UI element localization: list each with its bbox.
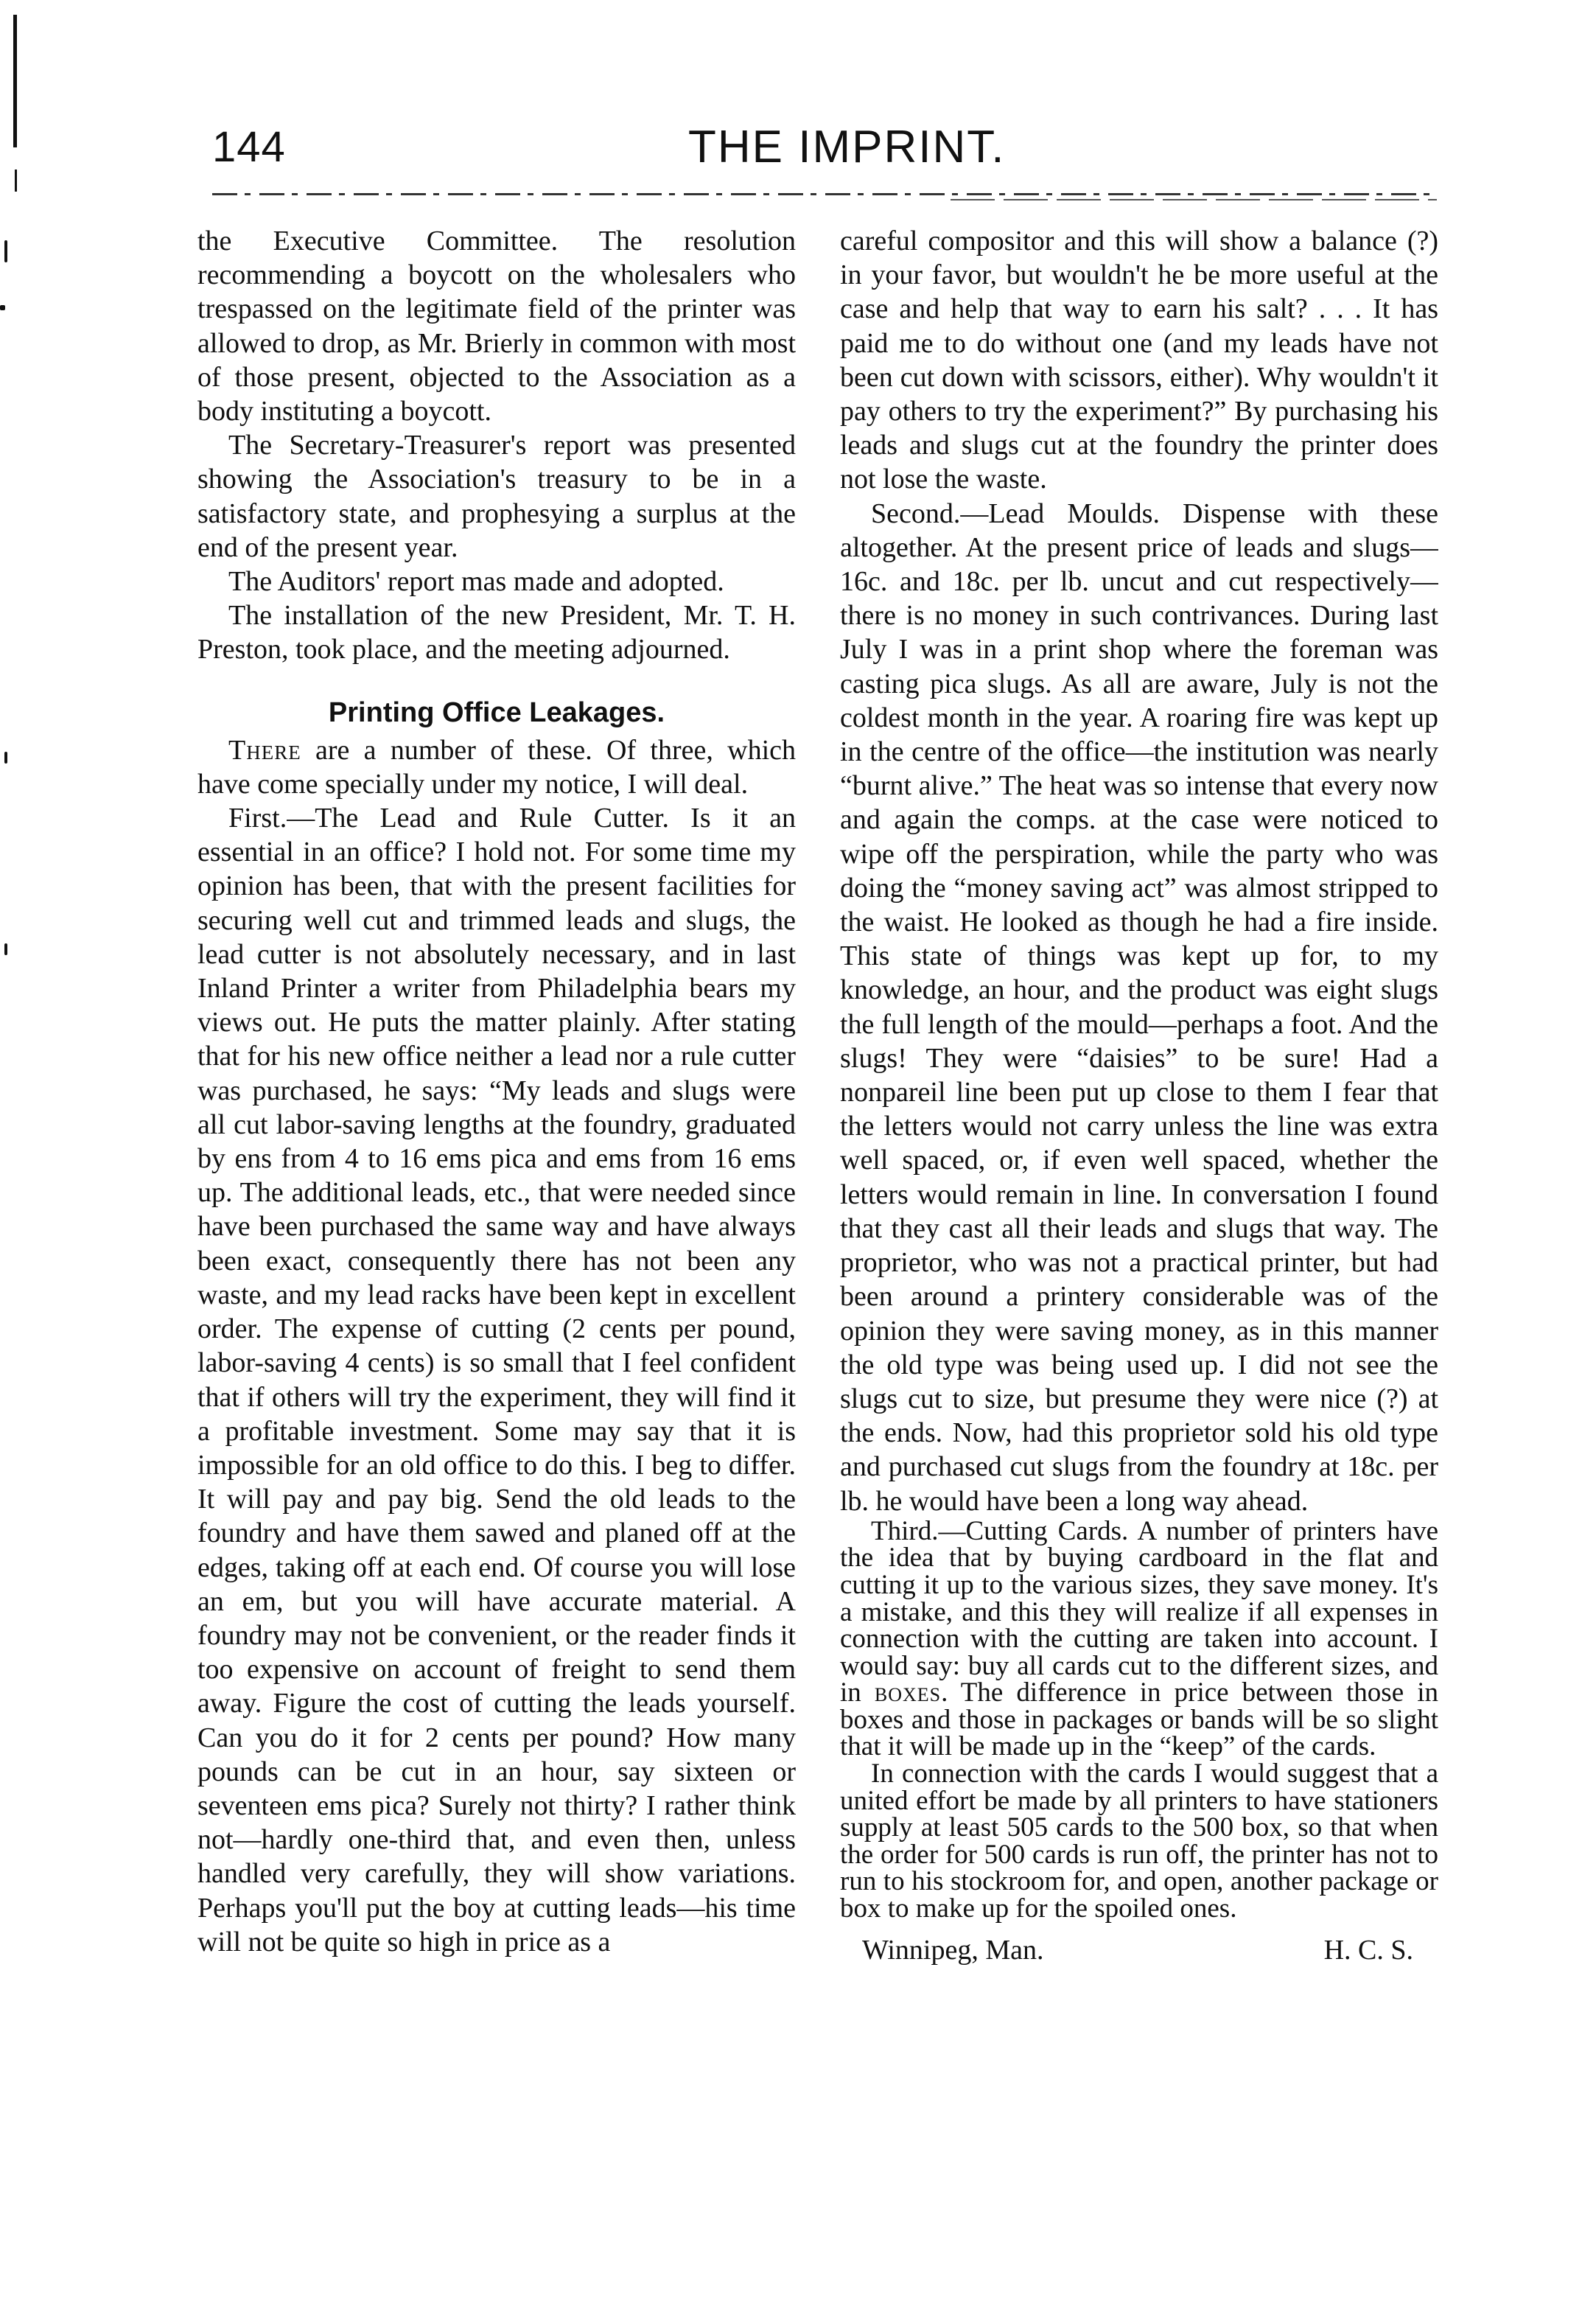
header-rule xyxy=(212,193,1438,195)
scan-edge-mark xyxy=(4,752,7,764)
scan-edge-mark xyxy=(4,943,7,955)
section-heading: Printing Office Leakages. xyxy=(328,696,665,728)
scan-edge-mark xyxy=(15,170,17,192)
scan-edge-mark xyxy=(4,240,7,262)
paragraph: The Auditors' report mas made and adopted. xyxy=(228,566,724,598)
paragraph: The Secretary-Treasurer's report was presented showing the Association's treasury to be in a satisfactory state, and prophesying a surplus at the end of the present year. xyxy=(197,430,796,563)
paragraph: the Executive Committee. The resolution recommending a boycott on the wholesalers who trespassed on the legitimate field of the printer was allowed to drop, as Mr. Brierly in common with most of those present, objected to the Association as a body instituting a boycott. xyxy=(197,226,796,427)
paragraph: The installation of the new President, Mr. T. H. Preston, took place, and the meeting adjourned. xyxy=(197,600,796,666)
paragraph: careful compositor and this will show a balance (?) in your favor, but wouldn't he be more useful at the case and help that way to earn his salt? . . . It has paid me to do without one (and my leads have not been cut down with scissors, either). Why wouldn't it pay others to try the experiment?” By purchasing his leads and slugs cut at the foundry the printer does not lose the waste. xyxy=(840,226,1438,495)
scan-edge-mark xyxy=(0,305,5,310)
place-line: Winnipeg, Man. xyxy=(862,1934,1044,1966)
signoff xyxy=(840,1933,1438,1967)
page-number: 144 xyxy=(212,123,286,171)
paragraph: Second.—Lead Moulds. Dispense with these altogether. At the present price of leads and slugs—16c. and 18c. per lb. uncut and cut respectively—there is no money in such contrivances. During last July I was in a print shop where the foreman was casting pica slugs. As all are aware, July is not the coldest month in the year. A roaring fire was kept up in the centre of the office—the institution was nearly “burnt alive.” The heat was so intense that every now and again the comps. at the case were noticed to wipe off the perspiration, while the party who was doing the “money saving act” was almost stripped to the waist. He looked as though he had a fire inside. This state of things was kept up for, to my knowledge, an hour, and the product was eight slugs the full length of the mould—perhaps a foot. And the slugs! They were “daisies” to be sure! Had a nonpareil line been put up close to them I fear that the letters would not carry unless the line was extra well spaced, or, if even well spaced, whether the letters would remain in line. In conversation I found that they cast all their leads and slugs that way. The proprietor, who was not a practical printer, but had been around a printery considerable was of the opinion they were saving money, as in this manner the old type was being used up. I did not see the slugs cut to size, but presume they were nice (?) at the ends. Now, had this proprietor sold his old type and purchased cut slugs from the foundry at 18c. per lb. he would have been a long way ahead. xyxy=(840,497,1438,1517)
paragraph xyxy=(840,1515,1438,1762)
header-rule xyxy=(951,199,1437,200)
paragraph-text: . The difference in price between those in boxes and those in packages or bands will be so slight that it will be made up in the “keep” of the cards. xyxy=(840,1677,1438,1762)
right-column xyxy=(840,224,1438,2229)
left-column xyxy=(197,224,796,2229)
running-title: THE IMPRINT. xyxy=(688,122,1006,172)
small-caps-word: boxes xyxy=(874,1677,942,1708)
lead-word: There xyxy=(228,734,301,766)
dense-section xyxy=(840,1515,1438,1924)
author-initials: H. C. S. xyxy=(1323,1934,1413,1966)
scan-edge-mark xyxy=(13,15,17,147)
paragraph: First.—The Lead and Rule Cutter. Is it an essential in an office? I hold not. For some time my opinion has been, that with the present facilities for securing well cut and trimmed leads and slugs, the lead cutter is not absolutely necessary, and in last Inland Printer a writer from Philadelphia bears my views out. He puts the matter plainly. After stating that for his new office neither a lead nor a rule cutter was purchased, he says: “My leads and slugs were all cut labor-saving lengths at the foundry, graduated by ens from 4 to 16 ems pica and ems from 16 ems up. The additional leads, etc., that were needed since have been purchased the same way and have always been exact, consequently there has not been any waste, and my lead racks have been kept in excellent order. The expense of cutting (2 cents per pound, labor-saving 4 cents) is so small that I feel confident that if others will try the experiment, they will find it a profitable investment. Some may say that it is impossible for an old office to do this. I beg to differ. It will pay and pay big. Send the old leads to the foundry and have them sawed and planed off at the edges, taking off at each end. Of course you will lose an em, but you will have accurate material. A foundry may not be convenient, or the reader finds it too expensive on account of freight to send them away. Figure the cost of cutting the leads yourself. Can you do it for 2 cents per pound? How many pounds can be cut in an hour, say sixteen or seventeen ems pica? Surely not thirty? I rather think not—hardly one-third that, and even then, unless handled very carefully, they will show variations. Perhaps you'll put the boy at cutting leads—his time will not be quite so high in price as a xyxy=(197,803,796,1958)
paragraph xyxy=(197,733,796,801)
paragraph-text: are a number of these. Of three, which have come specially under my notice, I will deal. xyxy=(197,734,796,800)
paragraph: In connection with the cards I would suggest that a united effort be made by all printers to have stationers supply at least 505 cards to the 500 box, so that when the order for 500 cards is run off, the printer has not to run to his stockroom for, and open, another package or box to make up for the spoiled ones. xyxy=(840,1759,1438,1924)
paragraph-text: Third.—Cutting Cards. A number of printers have the idea that by buying cardboard in the flat and cutting it up to the various sizes, they save money. It's a mistake, and this they will realize if all expenses in connection with the cutting are taken into account. I would say: buy all cards cut to the different sizes, and in xyxy=(840,1515,1438,1708)
